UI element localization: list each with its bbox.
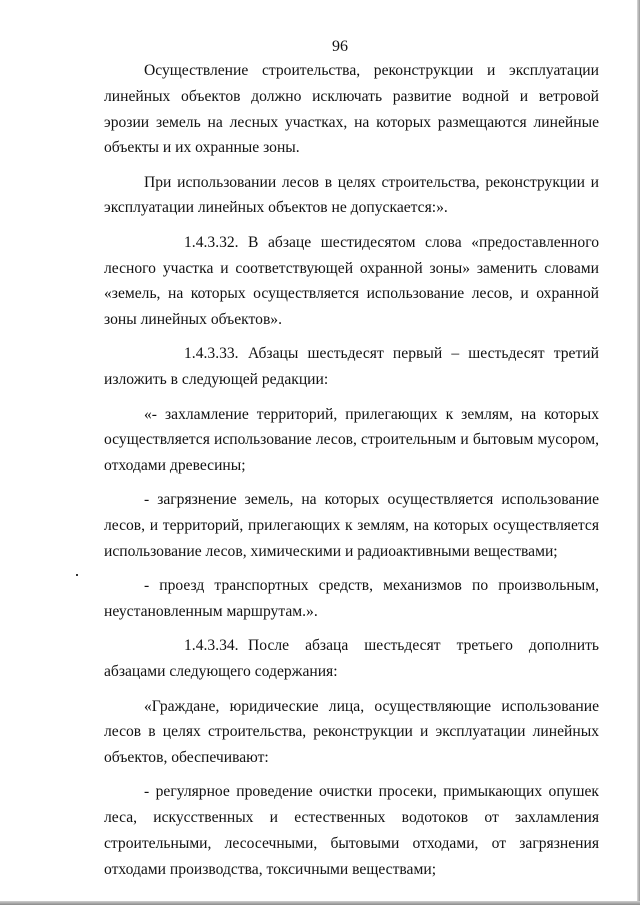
numbered-paragraph-32 [104, 230, 599, 333]
paragraph: При использовании лесов в целях строительства, реконструкции и эксплуатации линейных объектов не допускается:». [104, 173, 599, 217]
paragraph: Осуществление строительства, реконструкции и эксплуатации линейных объектов должно исключать развитие водной и ветровой эрозии земель на лесных участках, на которых размещаются линейные объекты и их охранные зоны. [104, 62, 599, 157]
scan-speck [76, 574, 78, 576]
document-body [104, 58, 599, 891]
quoted-paragraph: «Граждане, юридические лица, осуществляющие использование лесов в целях строительства, реконструкции и эксплуатации линейных объектов, обеспечивают: [104, 697, 599, 767]
scan-edge-bottom [0, 901, 640, 905]
list-item: - регулярное проведение очистки просеки, примыкающих опушек леса, искусственных и естественных водотоков от захламления строительными, лесосечными, бытовыми отходами, от загрязнения отходами производства, токсичными веществами; [104, 783, 599, 878]
list-item: - проезд транспортных средств, механизмов по произвольным, неустановленным маршрутам.». [104, 577, 599, 621]
numbered-paragraph-33 [104, 341, 599, 393]
numbered-paragraph-34 [104, 633, 599, 685]
list-item: - загрязнение земель, на которых осуществляется использование лесов, и территорий, прилегающих к землям, на которых осуществляется использование лесов, химическими и радиоактивными веществами; [104, 491, 599, 561]
paragraph-text: В абзаце шестидесятом слова «предоставленного лесного участка и соответствующей охранной зоны» заменить словами «земель, на которых осуществляется использование лесов, и охранной зоны линейных объектов». [104, 233, 599, 329]
item-number: 1.4.3.33. [184, 345, 239, 363]
paragraph-text: Абзацы шестьдесят первый – шестьдесят третий изложить в следующей редакции: [104, 345, 599, 389]
item-number: 1.4.3.32. [184, 233, 239, 251]
paragraph-text: После абзаца шестьдесят третьего дополнить абзацами следующего содержания: [104, 637, 599, 681]
quoted-paragraph: «- захламление территорий, прилегающих к землям, на которых осуществляется использование лесов, строительным и бытовым мусором, отходами древесины; [104, 405, 599, 475]
page-number: 96 [332, 38, 348, 55]
item-number: 1.4.3.34. [184, 637, 239, 655]
